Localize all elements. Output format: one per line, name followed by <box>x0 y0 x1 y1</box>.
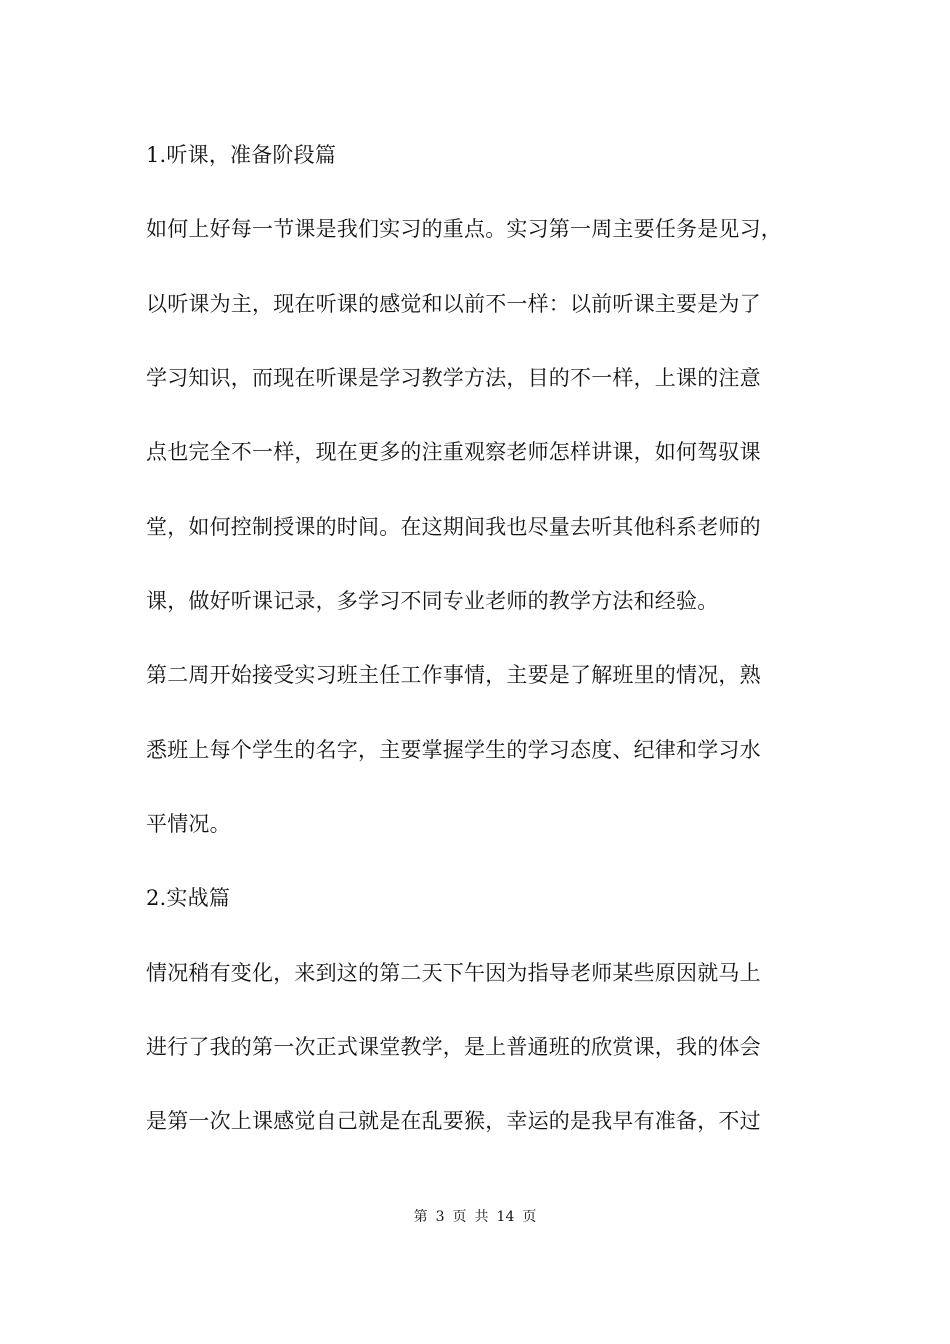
body-line: 第二周开始接受实习班主任工作事情，主要是了解班里的情况，熟 <box>146 663 761 687</box>
total-page-count: 14 <box>496 1209 515 1225</box>
body-line: 点也完全不一样，现在更多的注重观察老师怎样讲课，如何驾驭课 <box>146 440 761 464</box>
body-line: 以听课为主，现在听课的感觉和以前不一样：以前听课主要是为了 <box>146 292 761 316</box>
body-line: 如何上好每一节课是我们实习的重点。实习第一周主要任务是见习， <box>146 217 782 241</box>
body-line: 悉班上每个学生的名字，主要掌握学生的学习态度、纪律和学习水 <box>146 738 761 762</box>
heading-practice: 2.实战篇 <box>146 886 231 910</box>
body-line: 是第一次上课感觉自己就是在乱要猴，幸运的是我早有准备，不过 <box>146 1109 761 1133</box>
body-line: 情况稍有变化，来到这的第二天下午因为指导老师某些原因就马上 <box>146 961 761 985</box>
body-line: 学习知识，而现在听课是学习教学方法，目的不一样，上课的注意 <box>146 366 761 390</box>
current-page-number: 3 <box>435 1209 445 1225</box>
page-footer <box>0 1207 950 1227</box>
footer-total-word: 共 <box>474 1209 489 1225</box>
heading-listening-prep: 1.听课，准备阶段篇 <box>146 143 337 167</box>
footer-page-word: 页 <box>452 1209 467 1225</box>
body-line: 课，做好听课记录，多学习不同专业老师的教学方法和经验。 <box>146 589 719 613</box>
footer-suffix: 页 <box>522 1209 537 1225</box>
body-line: 进行了我的第一次正式课堂教学，是上普通班的欣赏课，我的体会 <box>146 1035 761 1059</box>
body-line: 堂，如何控制授课的时间。在这期间我也尽量去听其他科系老师的 <box>146 515 761 539</box>
body-line: 平情况。 <box>146 812 231 836</box>
footer-prefix: 第 <box>413 1209 428 1225</box>
